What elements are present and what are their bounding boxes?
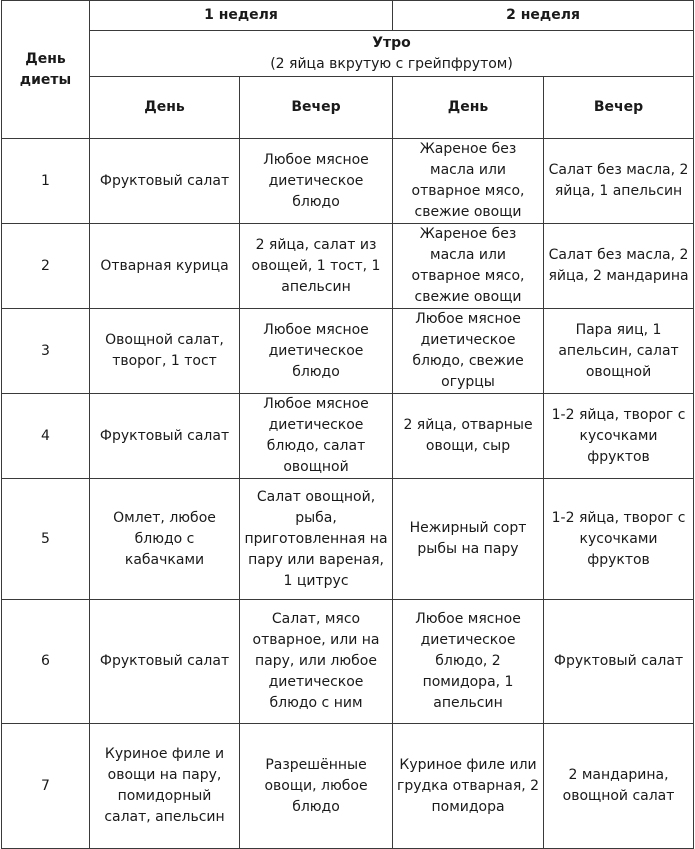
header-row-periods — [2, 77, 694, 139]
day-number: 7 — [2, 724, 90, 849]
header-row-morning — [2, 31, 694, 77]
week1-day-header: День — [90, 77, 240, 139]
table-row — [2, 479, 694, 600]
day-number: 1 — [2, 139, 90, 224]
week2-evening-cell: Салат без масла, 2 яйца, 2 мандарина — [544, 224, 694, 309]
week2-day-header: День — [393, 77, 544, 139]
week2-day-cell: Любое мясное диетическое блюдо, свежие огурцы — [393, 309, 544, 394]
diet-table — [1, 0, 694, 849]
day-number: 4 — [2, 394, 90, 479]
week2-evening-cell: Фруктовый салат — [544, 600, 694, 724]
day-number: 5 — [2, 479, 90, 600]
week1-day-cell: Куриное филе и овощи на пару, помидорный салат, апельсин — [90, 724, 240, 849]
week1-evening-cell: Салат, мясо отварное, или на пару, или любое диетическое блюдо с ним — [240, 600, 393, 724]
table-row — [2, 600, 694, 724]
week1-day-cell: Фруктовый салат — [90, 600, 240, 724]
week1-evening-cell: 2 яйца, салат из овощей, 1 тост, 1 апельсин — [240, 224, 393, 309]
day-number: 6 — [2, 600, 90, 724]
week2-day-cell: Жареное без масла или отварное мясо, свежие овощи — [393, 224, 544, 309]
week2-evening-cell: Пара яиц, 1 апельсин, салат овощной — [544, 309, 694, 394]
week2-day-cell: Любое мясное диетическое блюдо, 2 помидора, 1 апельсин — [393, 600, 544, 724]
morning-header — [90, 31, 694, 77]
week2-day-cell: Куриное филе или грудка отварная, 2 помидора — [393, 724, 544, 849]
table-row — [2, 309, 694, 394]
week2-day-cell: Нежирный сорт рыбы на пару — [393, 479, 544, 600]
table-row — [2, 224, 694, 309]
week1-day-cell: Фруктовый салат — [90, 139, 240, 224]
day-of-diet-header: День диеты — [2, 1, 90, 139]
week1-evening-cell: Разрешённые овощи, любое блюдо — [240, 724, 393, 849]
table-row — [2, 394, 694, 479]
morning-title: Утро — [372, 34, 411, 51]
week1-day-cell: Овощной салат, творог, 1 тост — [90, 309, 240, 394]
week2-day-cell: 2 яйца, отварные овощи, сыр — [393, 394, 544, 479]
week1-day-cell: Омлет, любое блюдо с кабачками — [90, 479, 240, 600]
day-number: 2 — [2, 224, 90, 309]
week1-evening-cell: Любое мясное диетическое блюдо, салат овощной — [240, 394, 393, 479]
week2-header: 2 неделя — [393, 1, 694, 31]
week1-day-cell: Фруктовый салат — [90, 394, 240, 479]
week1-evening-cell: Любое мясное диетическое блюдо — [240, 309, 393, 394]
table-row — [2, 724, 694, 849]
week2-evening-cell: Салат без масла, 2 яйца, 1 апельсин — [544, 139, 694, 224]
week1-evening-cell: Салат овощной, рыба, приготовленная на пару или вареная, 1 цитрус — [240, 479, 393, 600]
header-row-weeks — [2, 1, 694, 31]
week2-day-cell: Жареное без масла или отварное мясо, свежие овощи — [393, 139, 544, 224]
week1-evening-header: Вечер — [240, 77, 393, 139]
week1-header: 1 неделя — [90, 1, 393, 31]
morning-subtitle: (2 яйца вкрутую с грейпфрутом) — [270, 55, 513, 72]
week2-evening-cell: 1-2 яйца, творог с кусочками фруктов — [544, 394, 694, 479]
week2-evening-cell: 1-2 яйца, творог с кусочками фруктов — [544, 479, 694, 600]
week2-evening-cell: 2 мандарина, овощной салат — [544, 724, 694, 849]
week1-day-cell: Отварная курица — [90, 224, 240, 309]
week1-evening-cell: Любое мясное диетическое блюдо — [240, 139, 393, 224]
table-row — [2, 139, 694, 224]
day-number: 3 — [2, 309, 90, 394]
week2-evening-header: Вечер — [544, 77, 694, 139]
